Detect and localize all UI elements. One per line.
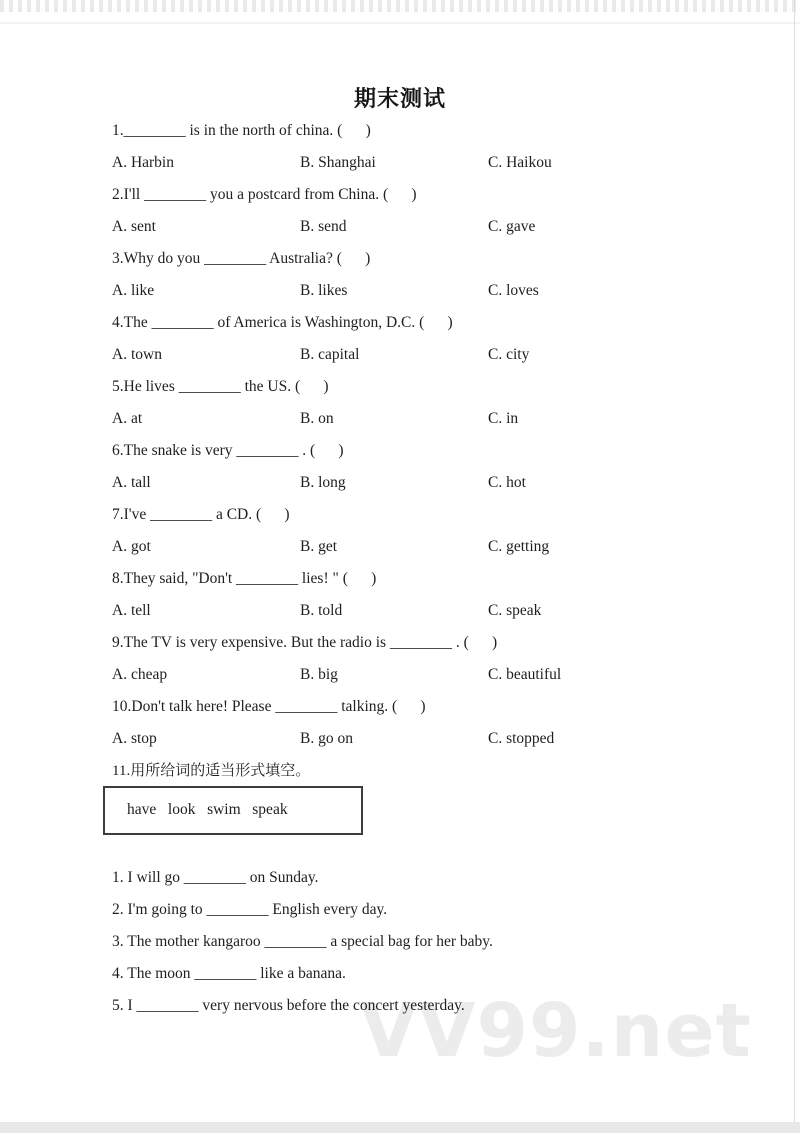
- question-2-option-a: A. sent: [112, 218, 156, 235]
- question-7-options: [112, 538, 772, 570]
- question-4-options: [112, 346, 772, 378]
- question-8-option-c: C. speak: [488, 602, 542, 619]
- question-1-prompt: 1.________ is in the north of china. ( ): [112, 122, 371, 139]
- fill-in-sentence-5: 5. I ________ very nervous before the concert yesterday.: [112, 997, 465, 1014]
- page-title: 期末测试: [353, 86, 446, 111]
- question-9-option-b: B. big: [300, 666, 338, 683]
- question-8-prompt: 8.They said, "Don't ________ lies! " ( ): [112, 570, 377, 587]
- question-7-prompt: 7.I've ________ a CD. ( ): [112, 506, 290, 523]
- question-9-prompt: 9.The TV is very expensive. But the radio is ________ . ( ): [112, 634, 498, 651]
- page-right-edge: [794, 0, 795, 1122]
- question-4-prompt: 4.The ________ of America is Washington, D.C. ( ): [112, 314, 453, 331]
- question-2-prompt: 2.I'll ________ you a postcard from China. ( ): [112, 186, 417, 203]
- question-5-option-b: B. on: [300, 410, 334, 427]
- question-1-option-c: C. Haikou: [488, 154, 552, 171]
- question-2-option-b: B. send: [300, 218, 347, 235]
- fill-in-sentence-3: 3. The mother kangaroo ________ a special bag for her baby.: [112, 933, 493, 950]
- question-9-options: [112, 666, 772, 698]
- question-10-prompt: 10.Don't talk here! Please ________ talking. ( ): [112, 698, 426, 715]
- fill-in-sentence-2: 2. I'm going to ________ English every day.: [112, 901, 388, 918]
- word-bank-words: have look swim speak: [127, 801, 288, 819]
- question-10-option-b: B. go on: [300, 730, 353, 747]
- question-3-option-b: B. likes: [300, 282, 348, 299]
- question-5-options: [112, 410, 772, 442]
- question-3-option-a: A. like: [112, 282, 155, 299]
- question-8-options: [112, 602, 772, 634]
- perforation-edge: [0, 0, 800, 12]
- question-5-option-a: A. at: [112, 410, 143, 427]
- question-8-option-a: A. tell: [112, 602, 151, 619]
- question-5-prompt: 5.He lives ________ the US. ( ): [112, 378, 329, 395]
- question-2-option-c: C. gave: [488, 218, 536, 235]
- question-10-option-a: A. stop: [112, 730, 157, 747]
- question-6-option-c: C. hot: [488, 474, 526, 491]
- fill-in-sentence-4: 4. The moon ________ like a banana.: [112, 965, 346, 982]
- question-8-option-b: B. told: [300, 602, 343, 619]
- question-4-option-a: A. town: [112, 346, 162, 363]
- question-4-option-c: C. city: [488, 346, 530, 363]
- page-top-divider: [0, 22, 800, 24]
- question-7-option-a: A. got: [112, 538, 151, 555]
- question-6-option-a: A. tall: [112, 474, 151, 491]
- question-9-option-c: C. beautiful: [488, 666, 562, 683]
- test-content: [112, 122, 772, 1029]
- question-9-option-a: A. cheap: [112, 666, 168, 683]
- question-4-option-b: B. capital: [300, 346, 360, 363]
- page-bottom-edge: [0, 1122, 800, 1133]
- question-1-option-a: A. Harbin: [112, 154, 174, 171]
- question-10-option-c: C. stopped: [488, 730, 555, 747]
- question-6-options: [112, 474, 772, 506]
- question-6-option-b: B. long: [300, 474, 346, 491]
- fill-in-sentences: [112, 869, 772, 1029]
- question-1-option-b: B. Shanghai: [300, 154, 376, 171]
- question-1-options: [112, 154, 772, 186]
- question-10-options: [112, 730, 772, 762]
- question-2-options: [112, 218, 772, 250]
- question-6-prompt: 6.The snake is very ________ . ( ): [112, 442, 344, 459]
- question-5-option-c: C. in: [488, 410, 519, 427]
- question-7-option-b: B. get: [300, 538, 338, 555]
- question-3-option-c: C. loves: [488, 282, 539, 299]
- question-7-option-c: C. getting: [488, 538, 550, 555]
- watermark: VV99.net: [360, 988, 752, 1074]
- word-bank-box: [103, 786, 363, 835]
- question-3-prompt: 3.Why do you ________ Australia? ( ): [112, 250, 371, 267]
- section-11-heading: 11.用所给词的适当形式填空。: [112, 763, 311, 779]
- question-3-options: [112, 282, 772, 314]
- fill-in-sentence-1: 1. I will go ________ on Sunday.: [112, 869, 319, 886]
